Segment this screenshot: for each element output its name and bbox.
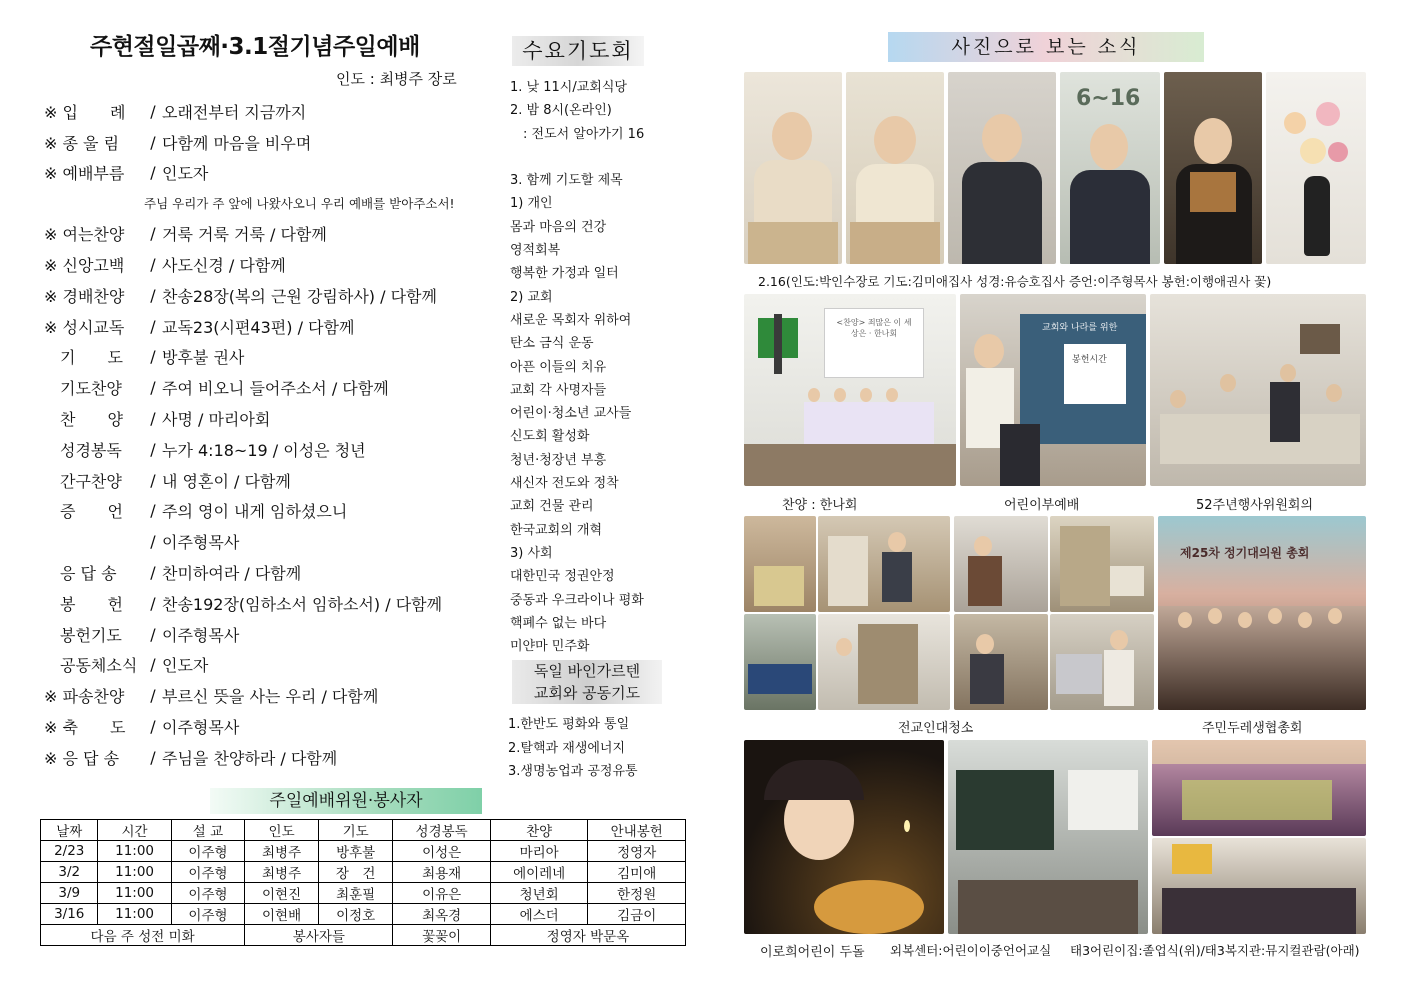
separator: / [150,470,156,490]
order-label: 간구찬양 [44,471,122,491]
order-label: ※ 성시교독 [44,317,125,337]
order-label: 기도찬양 [44,379,122,399]
table-footer-row [41,925,686,946]
table-cell: 11:00 [98,904,171,925]
footer-cell: 정영자 박문옥 [490,925,685,946]
table-row [41,904,686,925]
order-item [44,127,494,158]
prayer-line: 새신자 전도와 정착 [510,476,619,492]
order-label: ※ 축 도 [44,718,126,738]
order-item [44,158,494,189]
separator: / [150,316,156,336]
photo-cleaning-3 [954,516,1048,612]
germany-prayer-title [512,660,662,704]
table-cell: 정영자 [588,841,686,862]
photo-speaker-1 [744,72,842,264]
table-cell: 이현진 [245,883,319,904]
order-content: 사명 / 마리아회 [162,410,271,430]
prayer-line: 1. 낮 11시/교회식당 [510,80,627,95]
table-cell: 장 건 [318,862,392,883]
table-cell: 이주형 [171,862,245,883]
table-cell: 최용재 [393,862,491,883]
table-cell: 이주형 [171,841,245,862]
order-item [44,342,494,373]
news-title: 사진으로 보는 소식 [888,32,1204,62]
order-label: 공동체소식 [44,656,138,676]
photo-speaker-2 [846,72,944,264]
separator: / [150,255,156,275]
order-content: 인도자 [162,164,209,184]
order-label: ※ 종 울 림 [44,133,120,153]
table-cell: 이주형 [171,904,245,925]
wednesday-prayer-list [510,76,710,658]
separator: / [150,132,156,152]
order-content: 부르신 뜻을 사는 우리 / 다함께 [162,687,379,707]
caption-choir: 찬양 : 한나회 [782,498,858,513]
order-item [44,218,494,249]
prayer-line: 핵폐수 없는 바다 [510,615,607,631]
prayer-line: 1.한반도 평화와 통일 [508,717,630,732]
order-item [44,526,494,557]
order-item [44,496,494,527]
prayer-line: 청년·청장년 부흥 [510,452,607,468]
table-cell: 3/9 [41,883,98,904]
page-title: 주현절일곱째·3.1절기념주일예배 [90,34,420,60]
footer-cell: 다음 주 성전 미화 [41,925,245,946]
order-label: 응 답 송 [44,564,117,584]
separator: / [150,501,156,521]
germany-prayer-list [508,713,638,784]
column-header: 날짜 [41,820,98,841]
table-header-row [41,820,686,841]
table-cell: 김미애 [588,862,686,883]
order-label: 찬 양 [44,410,123,430]
photo-cleaning-7 [954,614,1048,710]
prayer-line: 1) 개인 [510,196,553,212]
photo-cleaning-1 [744,516,816,612]
order-label: 기 도 [44,348,123,368]
photo-cleaning-2 [818,516,950,612]
separator: / [150,532,156,552]
order-content: 누가 4:18~19 / 이성은 청년 [162,440,366,460]
germany-title-line2: 교회와 공동기도 [533,684,641,702]
order-content: 이주형목사 [162,625,240,645]
photo-cleaning-5 [744,614,816,710]
table-cell: 11:00 [98,862,171,883]
order-content: 찬송192장(임하소서 임하소서) / 다함께 [162,594,443,614]
table-row [41,862,686,883]
photo-birthday [744,740,944,934]
order-content: 이주형목사 [162,533,240,553]
column-header: 안내봉헌 [588,820,686,841]
order-item [44,311,494,342]
order-label: 성경봉독 [44,440,122,460]
order-label: 증 언 [44,502,123,522]
photo-cleaning-4 [1050,516,1154,612]
photo-children-worship [960,294,1146,486]
table-cell: 청년회 [490,883,588,904]
column-header: 인도 [245,820,319,841]
order-content: 거룩 거룩 거룩 / 다함께 [162,225,327,245]
table-cell: 이유은 [393,883,491,904]
table-cell: 에이레네 [490,862,588,883]
table-cell: 에스더 [490,904,588,925]
table-cell: 이현배 [245,904,319,925]
table-cell: 3/16 [41,904,98,925]
prayer-line: 아픈 이들의 치유 [510,359,607,375]
table-cell: 한정원 [588,883,686,904]
table-cell: 최훈필 [318,883,392,904]
order-label: ※ 여는찬양 [44,225,125,245]
photo-cleaning-6 [818,614,950,710]
order-content: 찬송28장(복의 근원 강림하사) / 다함께 [162,286,437,306]
order-item [44,372,494,403]
order-label: 봉헌기도 [44,625,122,645]
photo-flowers [1266,72,1366,264]
prayer-line: 3. 함께 기도할 제목 [510,173,623,189]
separator: / [150,378,156,398]
order-label: ※ 응 답 송 [44,748,120,768]
separator: / [150,224,156,244]
column-header: 기도 [318,820,392,841]
order-content: 오래전부터 지금까지 [162,102,307,122]
prayer-line: 어린이·청소년 교사들 [510,406,632,422]
photo-musical [1152,838,1366,934]
prayer-line: 3.생명농업과 공정유통 [508,764,638,779]
photo-graduation [1152,740,1366,836]
prayer-line: 대한민국 정권안정 [510,569,615,585]
photo-text-slide: 교회와 나라를 위한 [1042,323,1118,333]
caption-coop: 주민두레생협총회 [1202,721,1303,736]
order-item [44,680,494,711]
order-content: 주여 비오니 들어주소서 / 다함께 [162,379,389,399]
separator: / [150,624,156,644]
separator: / [150,563,156,583]
caption-children-worship: 어린이부예배 [1004,498,1080,513]
worship-leader: 인도 : 최병주 장로 [336,70,457,88]
table-cell: 3/2 [41,862,98,883]
germany-title-line1: 독일 바인가르텐 [533,662,641,680]
order-item [44,619,494,650]
photo-choir [744,294,956,486]
prayer-line: 2. 밤 8시(온라인) [510,103,612,119]
column-header: 찬양 [490,820,588,841]
table-cell: 11:00 [98,841,171,862]
prayer-line [510,146,710,169]
order-item [44,280,494,311]
order-label: ※ 예배부름 [44,164,125,184]
separator: / [150,593,156,613]
prayer-line: 교회 각 사명자들 [510,382,607,398]
column-header: 성경봉독 [393,820,491,841]
caption-birthday: 이로희어린이 두돌 [760,945,865,960]
photo-cleaning-8 [1050,614,1154,710]
photo-coop-assembly [1158,516,1366,710]
prayer-line: : 전도서 알아가기 16 [510,126,645,142]
order-label: ※ 경배찬양 [44,286,125,306]
order-label: 봉 헌 [44,594,123,614]
order-item [44,434,494,465]
prayer-line: 3) 사회 [510,545,553,561]
photo-speaker-5 [1164,72,1262,264]
photo-committee-meeting [1150,294,1366,486]
separator: / [150,655,156,675]
photo-speaker-3 [948,72,1056,264]
order-item [44,711,494,742]
worship-order [44,96,494,773]
table-cell: 11:00 [98,883,171,904]
table-cell: 최옥경 [393,904,491,925]
order-content: 내 영혼이 / 다함께 [162,471,291,491]
prayer-line: 몸과 마음의 건강 [510,219,607,235]
footer-cell: 꽃꽂이 [393,925,491,946]
order-item [44,588,494,619]
photo-text-number: 6~16 [1076,86,1141,111]
prayer-line: 신도회 활성화 [510,429,590,445]
order-content: 이주형목사 [162,718,240,738]
separator: / [150,439,156,459]
separator: / [150,747,156,767]
table-cell: 2/23 [41,841,98,862]
prayer-line: 새로운 목회자 위하여 [510,312,632,328]
volunteers-title: 주일예배위원·봉사자 [210,788,482,814]
photo-text-box: 봉헌시간 [1072,355,1107,365]
order-label: ※ 파송찬양 [44,687,125,707]
column-header: 시간 [98,820,171,841]
order-item [44,403,494,434]
order-label: ※ 신앙고백 [44,256,125,276]
separator: / [150,347,156,367]
caption-sunday: 2.16(인도:박인수장로 기도:김미애집사 성경:유승호집사 증언:이주형목사 봉헌:이행애권사 꽃) [758,274,1272,289]
caption-bilingual: 외복센터:어린이이중언어교실 [890,943,1052,958]
order-content: 방후불 권사 [162,348,245,368]
separator: / [150,101,156,121]
order-item [44,249,494,280]
footer-cell: 봉사자들 [245,925,393,946]
table-cell: 최병주 [245,841,319,862]
table-row [41,841,686,862]
separator: / [150,409,156,429]
separator: / [150,717,156,737]
prayer-line: 중동과 우크라이나 평화 [510,592,644,608]
volunteers-table [40,819,686,946]
prayer-line: 영적회복 [510,243,561,259]
order-item [44,465,494,496]
order-content: 찬미하여라 / 다함께 [162,564,302,584]
caption-graduation-musical: 태3어린이집:졸업식(위)/태3복지관:뮤지컬관람(아래) [1070,943,1360,958]
table-cell: 마리아 [490,841,588,862]
separator: / [150,686,156,706]
order-label: ※ 입 례 [44,102,126,122]
order-content: 다함께 마음을 비우며 [162,133,312,153]
photo-speaker-4 [1060,72,1160,264]
prayer-line: 2.탈핵과 재생에너지 [508,740,625,756]
table-row [41,883,686,904]
prayer-line: 미얀마 민주화 [510,639,590,655]
separator: / [150,163,156,183]
order-content: 주의 영이 내게 임하셨으니 [162,502,348,522]
column-header: 설 교 [171,820,245,841]
order-item [44,96,494,127]
caption-cleaning: 전교인대청소 [898,721,974,736]
prayer-line: 2) 교회 [510,289,553,305]
table-cell: 이주형 [171,883,245,904]
order-content: 교독23(시편43편) / 다함께 [162,317,355,337]
table-cell: 이정호 [318,904,392,925]
order-item [44,742,494,773]
prayer-line: 행복한 가정과 일터 [510,266,619,282]
photo-text-banner: 제25차 정기대의원 총회 [1180,546,1310,560]
order-item [44,650,494,681]
table-cell: 방후불 [318,841,392,862]
order-item [44,557,494,588]
prayer-line: 교회 건물 관리 [510,499,594,515]
order-content: 주님을 찬양하라 / 다함께 [162,748,338,768]
prayer-line: 탄소 금식 운동 [510,336,594,352]
table-cell: 이성은 [393,841,491,862]
order-content: 사도신경 / 다함께 [162,256,286,276]
order-note: 주님 우리가 주 앞에 나왔사오니 우리 예배를 받아주소서! [144,196,455,212]
photo-text-hymn: <찬양> 죄많은 이 세상은 · 한나회 [824,308,924,378]
separator: / [150,285,156,305]
prayer-line: 한국교회의 개혁 [510,522,603,538]
table-cell: 최병주 [245,862,319,883]
wednesday-prayer-title: 수요기도회 [512,36,644,66]
table-cell: 김금이 [588,904,686,925]
caption-committee: 52주년행사위원회의 [1196,498,1314,513]
order-content: 인도자 [162,656,209,676]
photo-bilingual-class [948,740,1148,934]
